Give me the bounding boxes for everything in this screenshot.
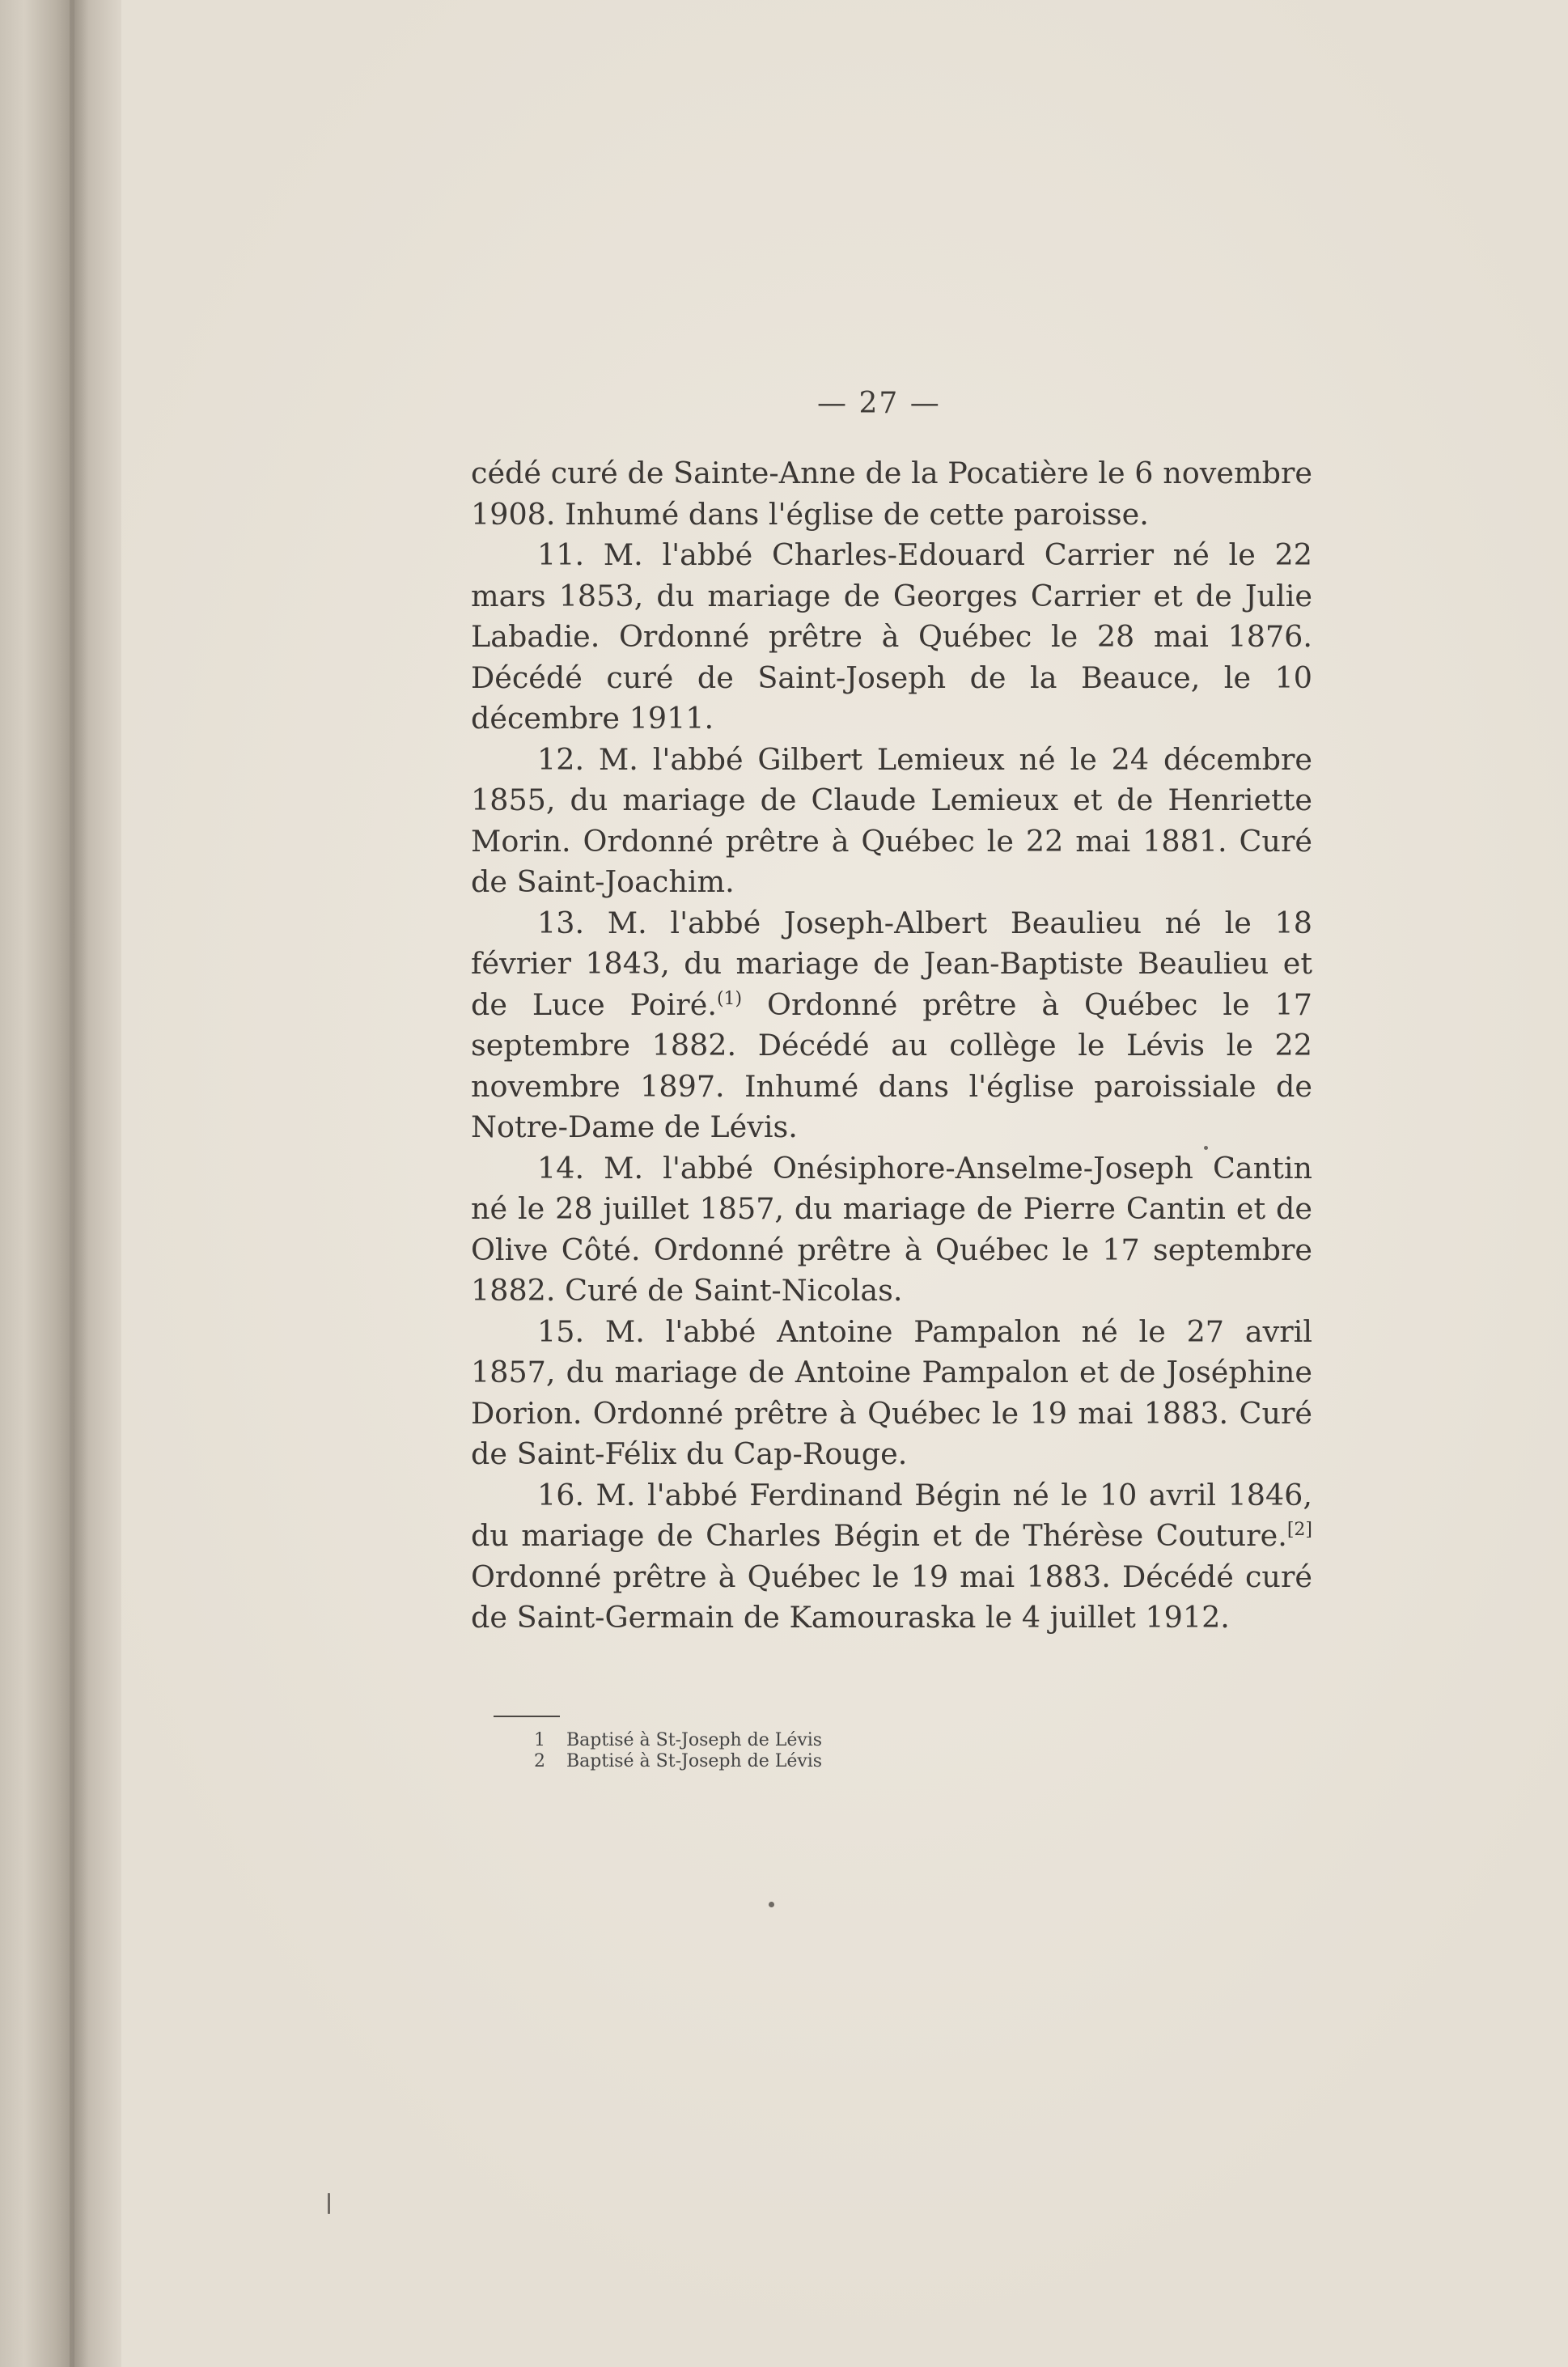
paper-mark [328, 2193, 330, 2214]
paragraph-entry-14: 14. M. l'abbé Onésiphore-Anselme-Joseph Cantin né le 28 juillet 1857, du mariage de Pierre Cantin et de Olive Côté. Ordonné prêtre à Québec le 17 septembre 1882. Curé de Saint-Nicolas. [471, 1150, 1312, 1308]
entry-16-text-a: 16. M. l'abbé Ferdinand Bégin né le 10 avril 1846, du mariage de Charles Bégin et de Thérèse Couture. [471, 1477, 1312, 1553]
paper-speck [1204, 1146, 1208, 1150]
paragraph-entry-12: 12. M. l'abbé Gilbert Lemieux né le 24 décembre 1855, du mariage de Claude Lemieux et de Henriette Morin. Ordonné prêtre à Québec le 22 mai 1881. Curé de Saint-Joachim. [471, 741, 1312, 899]
paragraph-continuation: cédé curé de Sainte-Anne de la Pocatière le 6 novembre 1908. Inhumé dans l'église de cette paroisse. [471, 456, 1312, 532]
paragraph-entry-15: 15. M. l'abbé Antoine Pampalon né le 27 avril 1857, du mariage de Antoine Pampalon et de Joséphine Dorion. Ordonné prêtre à Québec le 19 mai 1883. Curé de Saint-Félix du Cap-Rouge. [471, 1313, 1312, 1471]
gutter-fold [70, 0, 74, 2367]
footnote-rule [494, 1716, 560, 1717]
main-text [471, 453, 1312, 1639]
entry-16-text-b: Ordonné prêtre à Québec le 19 mai 1883. Décédé curé de Saint-Germain de Kamouraska le 4 juillet 1912. [471, 1559, 1312, 1635]
book-gutter [0, 0, 121, 2367]
footnote-number: 2 [534, 1751, 545, 1771]
footnote-ref-1: (1) [716, 988, 743, 1009]
footnote-text: Baptisé à St-Joseph de Lévis [566, 1751, 823, 1771]
footnote-text: Baptisé à St-Joseph de Lévis [566, 1730, 823, 1750]
footnote-1 [534, 1730, 822, 1751]
paragraph-entry-13 [471, 903, 1312, 1148]
footnote-2 [534, 1751, 822, 1772]
page-number: — 27 — [817, 387, 941, 420]
paper-speck [769, 1902, 774, 1907]
footnote-ref-2: [2] [1286, 1519, 1312, 1540]
paragraph-entry-16 [471, 1475, 1312, 1639]
footnotes [534, 1730, 822, 1772]
entry-13-text-a: 13. M. l'abbé Joseph-Albert Beaulieu né le 18 février 1843, du mariage de Jean-Baptiste Beaulieu et de Luce Poiré. [471, 905, 1312, 1022]
paragraph-entry-11: 11. M. l'abbé Charles-Edouard Carrier né le 22 mars 1853, du mariage de Georges Carrier et de Julie Labadie. Ordonné prêtre à Québec le 28 mai 1876. Décédé curé de Saint-Joseph de la Beauce, le 10 décembre 1911. [471, 537, 1312, 736]
entry-13-text-b: Ordonné prêtre à Québec le 17 septembre 1882. Décédé au collège le Lévis le 22 novembre 1897. Inhumé dans l'église paroissiale de Notre-Dame de Lévis. [471, 986, 1312, 1144]
footnote-number: 1 [534, 1730, 545, 1750]
